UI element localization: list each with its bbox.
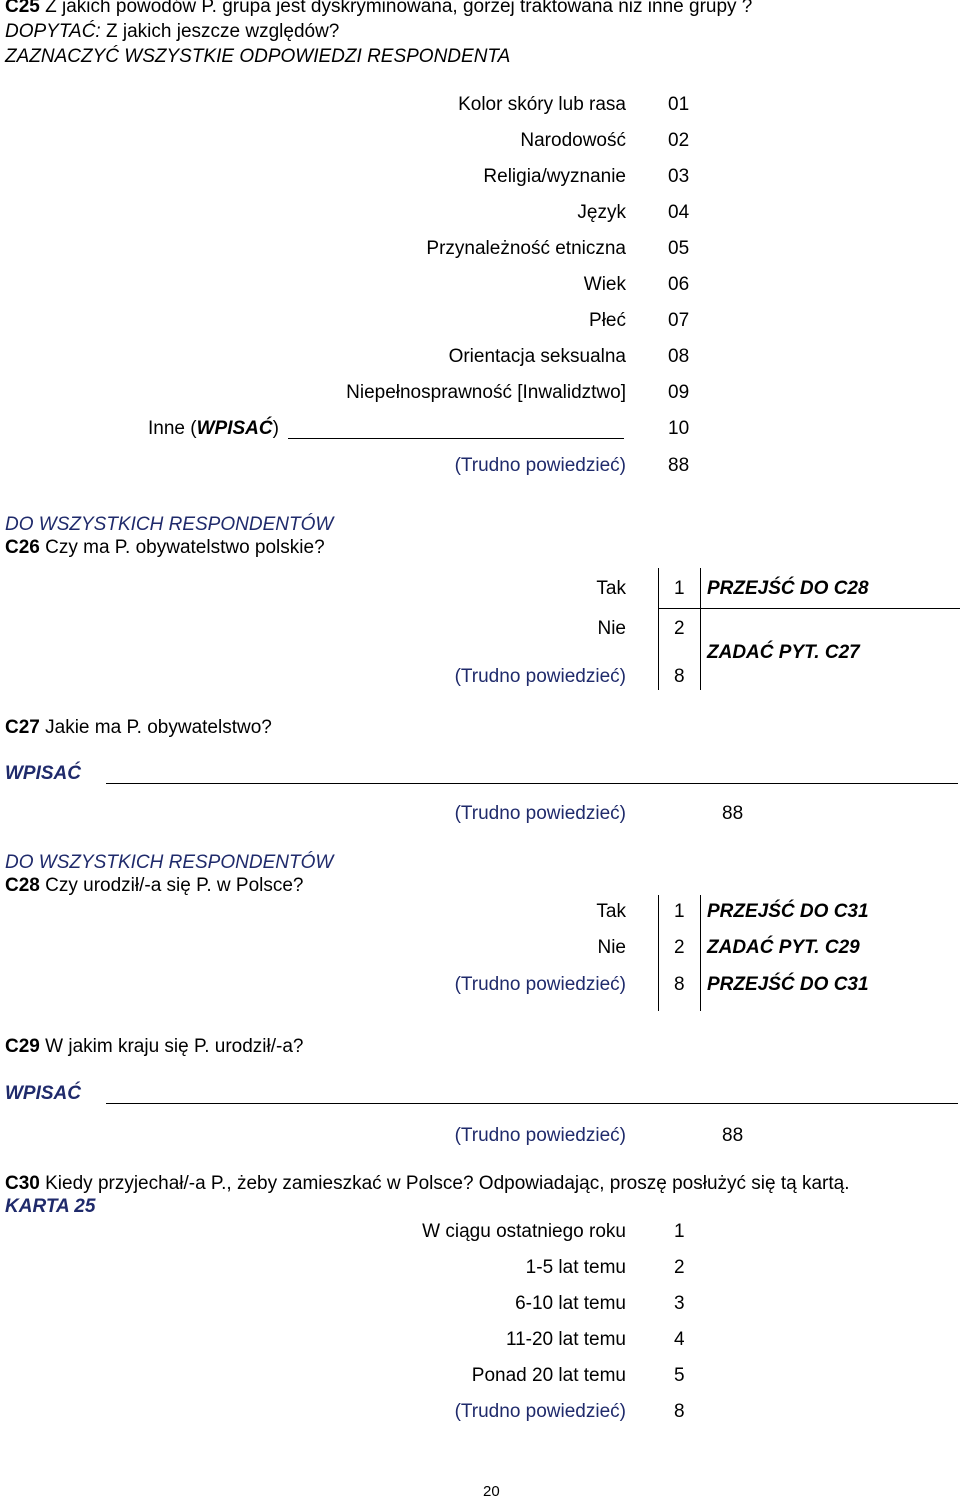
c25-other-pre: Inne (: [148, 418, 197, 439]
c30-question-text: Kiedy przyjechał/-a P., żeby zamieszkać w Polsce? Odpowiadając, proszę posłużyć się tą kartą.: [39, 1173, 850, 1194]
c29-write-label: WPISAĆ: [5, 1083, 81, 1104]
c28-option-label: (Trudno powiedzieć): [454, 974, 626, 995]
c27-dk-label: (Trudno powiedzieć): [454, 803, 626, 824]
c28-option-route: ZADAĆ PYT. C29: [707, 937, 860, 958]
c28-option-label: Tak: [596, 901, 626, 922]
c26-option-label: Tak: [596, 578, 626, 599]
c29-dk-code: 88: [722, 1125, 744, 1146]
c30-option-label: W ciągu ostatniego roku: [422, 1221, 626, 1242]
c30-option-code: 5: [674, 1365, 685, 1386]
c28-number: C28: [5, 875, 40, 896]
page-number: 20: [483, 1483, 500, 1500]
c27-question-text: Jakie ma P. obywatelstwo?: [39, 717, 272, 738]
c25-option-label: Niepełnosprawność [Inwalidztwo]: [346, 382, 626, 403]
c27-dk-code: 88: [722, 803, 744, 824]
c25-question: [5, 0, 752, 18]
c25-option-code: 04: [668, 202, 690, 223]
c27-write-line[interactable]: [106, 783, 958, 784]
c25-question-text: Z jakich powodów P. grupa jest dyskryminowana, gorzej traktowana niż inne grupy ?: [39, 0, 753, 17]
c30-number: C30: [5, 1173, 40, 1194]
c30-option-label: Ponad 20 lat temu: [471, 1365, 626, 1386]
c25-option-code: 03: [668, 166, 690, 187]
c25-followup-label: DOPYTAĆ:: [5, 21, 101, 42]
c25-option-label: Orientacja seksualna: [448, 346, 626, 367]
c26-box-divider: [658, 608, 960, 609]
c25-other-label: [148, 418, 279, 440]
c25-number: C25: [5, 0, 40, 17]
c27-write-label: WPISAĆ: [5, 763, 81, 784]
c25-option-code: 02: [668, 130, 690, 151]
c25-option-label: Wiek: [583, 274, 626, 295]
c29-dk-label: (Trudno powiedzieć): [454, 1125, 626, 1146]
c25-option-code: 01: [668, 94, 690, 115]
c25-option-code: 06: [668, 274, 690, 295]
c25-option-code: 05: [668, 238, 690, 259]
c26-option-code: 8: [674, 666, 685, 687]
c25-option-label: Narodowość: [520, 130, 626, 151]
c26-option-code: 2: [674, 618, 685, 639]
c29-number: C29: [5, 1036, 40, 1057]
c30-option-code: 8: [674, 1401, 685, 1422]
c28-box-left-border: [658, 895, 659, 1011]
c25-dk-code: 88: [668, 455, 690, 476]
c30-option-code: 3: [674, 1293, 685, 1314]
c26-box-left-border: [658, 568, 659, 690]
c28-option-code: 1: [674, 901, 685, 922]
c28-question-text: Czy urodził/-a się P. w Polsce?: [39, 875, 304, 896]
c28-option-route: PRZEJŚĆ DO C31: [707, 974, 869, 995]
c30-option-label: 11-20 lat temu: [505, 1329, 626, 1350]
c28-routing: DO WSZYSTKICH RESPONDENTÓW: [5, 852, 334, 873]
c26-option-code: 1: [674, 578, 685, 599]
c25-option-label: Religia/wyznanie: [483, 166, 626, 187]
c25-option-label: Płeć: [589, 310, 626, 331]
c25-other-code: 10: [668, 418, 690, 439]
c26-route-other: ZADAĆ PYT. C27: [707, 642, 860, 663]
c26-question: [5, 537, 325, 559]
c26-question-text: Czy ma P. obywatelstwo polskie?: [39, 537, 325, 558]
c26-box-right-border: [700, 568, 701, 690]
c30-option-code: 4: [674, 1329, 685, 1350]
c26-routing: DO WSZYSTKICH RESPONDENTÓW: [5, 514, 334, 535]
c26-option-label: Nie: [597, 618, 626, 639]
c25-followup: [5, 21, 339, 43]
c30-question: [5, 1173, 850, 1195]
c25-dk-label: (Trudno powiedzieć): [454, 455, 626, 476]
c30-option-code: 2: [674, 1257, 685, 1278]
c30-option-label: 1-5 lat temu: [525, 1257, 626, 1278]
c28-option-route: PRZEJŚĆ DO C31: [707, 901, 869, 922]
c25-option-code: 07: [668, 310, 690, 331]
c25-option-label: Kolor skóry lub rasa: [458, 94, 626, 115]
c29-question: [5, 1036, 303, 1058]
c26-number: C26: [5, 537, 40, 558]
c29-question-text: W jakim kraju się P. urodził/-a?: [39, 1036, 304, 1057]
c25-other-write-line[interactable]: [288, 438, 624, 439]
c27-number: C27: [5, 717, 40, 738]
c30-option-label: (Trudno powiedzieć): [454, 1401, 626, 1422]
c30-option-label: 6-10 lat temu: [515, 1293, 626, 1314]
c25-option-label: Przynależność etniczna: [426, 238, 626, 259]
c29-write-line[interactable]: [106, 1103, 958, 1104]
c25-option-code: 09: [668, 382, 690, 403]
c25-instruction: ZAZNACZYĆ WSZYSTKIE ODPOWIEDZI RESPONDENTA: [5, 46, 511, 67]
c28-box-right-border: [700, 895, 701, 1011]
c26-option-label: (Trudno powiedzieć): [454, 666, 626, 687]
c28-option-label: Nie: [597, 937, 626, 958]
c25-option-code: 08: [668, 346, 690, 367]
c26-route-yes: PRZEJŚĆ DO C28: [707, 578, 869, 599]
c28-option-code: 2: [674, 937, 685, 958]
c30-option-code: 1: [674, 1221, 685, 1242]
c25-other-post: ): [272, 418, 279, 439]
c27-question: [5, 717, 272, 739]
c28-option-code: 8: [674, 974, 685, 995]
c25-option-label: Język: [577, 202, 626, 223]
c28-question: [5, 875, 304, 897]
c30-card: KARTA 25: [5, 1196, 96, 1217]
c25-other-write: WPISAĆ: [196, 418, 273, 439]
c25-followup-text: Z jakich jeszcze względów?: [100, 21, 340, 42]
